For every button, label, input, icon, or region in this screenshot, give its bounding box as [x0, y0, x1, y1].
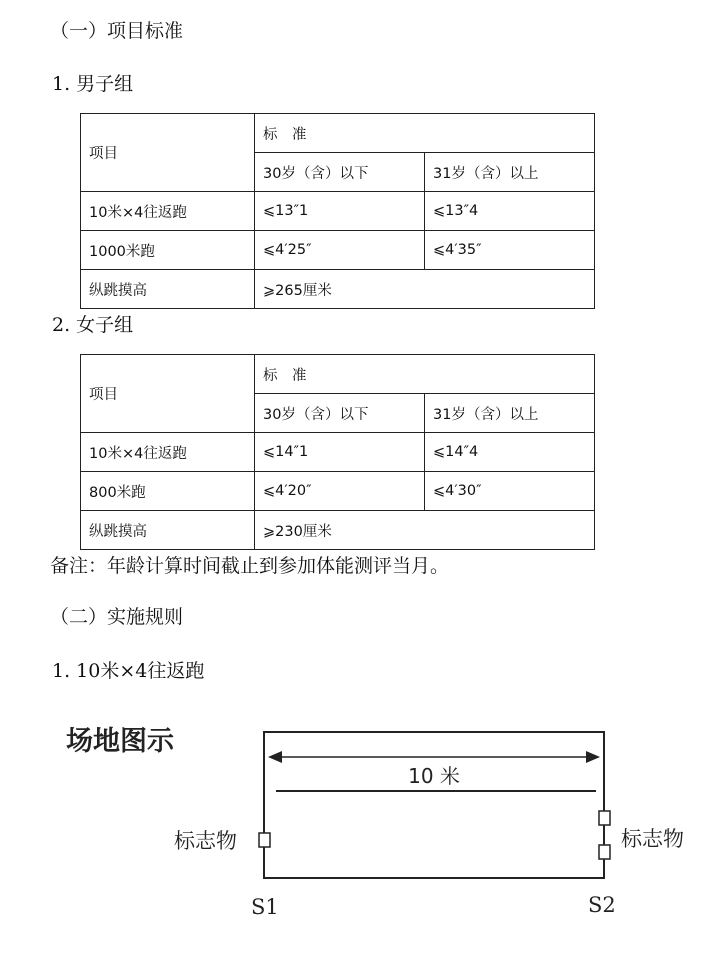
item-cell: 纵跳摸高 — [81, 270, 255, 309]
section-heading-rules: （二）实施规则 — [50, 606, 184, 628]
item-cell: 10米×4往返跑 — [81, 192, 255, 231]
women-standards-table — [80, 354, 595, 550]
table-row — [81, 433, 595, 472]
section-heading-standards: （一）项目标准 — [50, 20, 184, 42]
marker-right-bottom-icon — [599, 845, 610, 859]
item-cell: 纵跳摸高 — [81, 511, 255, 550]
item-cell: 800米跑 — [81, 472, 255, 511]
marker-right-label: 标志物 — [621, 827, 684, 851]
table-row — [81, 511, 595, 550]
old-standard-cell: ⩽4′30″ — [425, 472, 595, 511]
all-ages-standard-cell: ⩾265厘米 — [255, 270, 595, 309]
item-cell: 1000米跑 — [81, 231, 255, 270]
age-young-header: 30岁（含）以下 — [255, 394, 425, 433]
men-group-title: 1. 男子组 — [52, 73, 134, 95]
age-young-header: 30岁（含）以下 — [255, 153, 425, 192]
diagram-title: 场地图示 — [66, 726, 174, 757]
shuttle-run-subheading: 1. 10米×4往返跑 — [52, 660, 205, 682]
old-standard-cell: ⩽14″4 — [425, 433, 595, 472]
old-standard-cell: ⩽13″4 — [425, 192, 595, 231]
age-old-header: 31岁（含）以上 — [425, 394, 595, 433]
young-standard-cell: ⩽4′25″ — [255, 231, 425, 270]
young-standard-cell: ⩽14″1 — [255, 433, 425, 472]
table-row — [81, 231, 595, 270]
marker-left-icon — [259, 833, 270, 847]
standard-header: 标 准 — [255, 114, 595, 153]
men-standards-table — [80, 113, 595, 309]
item-header: 项目 — [81, 355, 255, 433]
item-header: 项目 — [81, 114, 255, 192]
distance-label: 10 米 — [408, 764, 460, 788]
start-right-label: S2 — [588, 893, 616, 917]
field-boundary — [264, 732, 604, 878]
field-diagram — [0, 700, 714, 954]
young-standard-cell: ⩽13″1 — [255, 192, 425, 231]
age-note: 备注：年龄计算时间截止到参加体能测评当月。 — [50, 555, 450, 577]
table-row — [81, 192, 595, 231]
arrow-head-left-icon — [268, 751, 282, 763]
all-ages-standard-cell: ⩾230厘米 — [255, 511, 595, 550]
marker-right-top-icon — [599, 811, 610, 825]
marker-left-label: 标志物 — [174, 829, 237, 853]
age-old-header: 31岁（含）以上 — [425, 153, 595, 192]
young-standard-cell: ⩽4′20″ — [255, 472, 425, 511]
women-group-title: 2. 女子组 — [52, 314, 134, 336]
table-row — [81, 270, 595, 309]
table-row — [81, 472, 595, 511]
item-cell: 10米×4往返跑 — [81, 433, 255, 472]
arrow-head-right-icon — [586, 751, 600, 763]
start-left-label: S1 — [251, 895, 279, 919]
standard-header: 标 准 — [255, 355, 595, 394]
old-standard-cell: ⩽4′35″ — [425, 231, 595, 270]
